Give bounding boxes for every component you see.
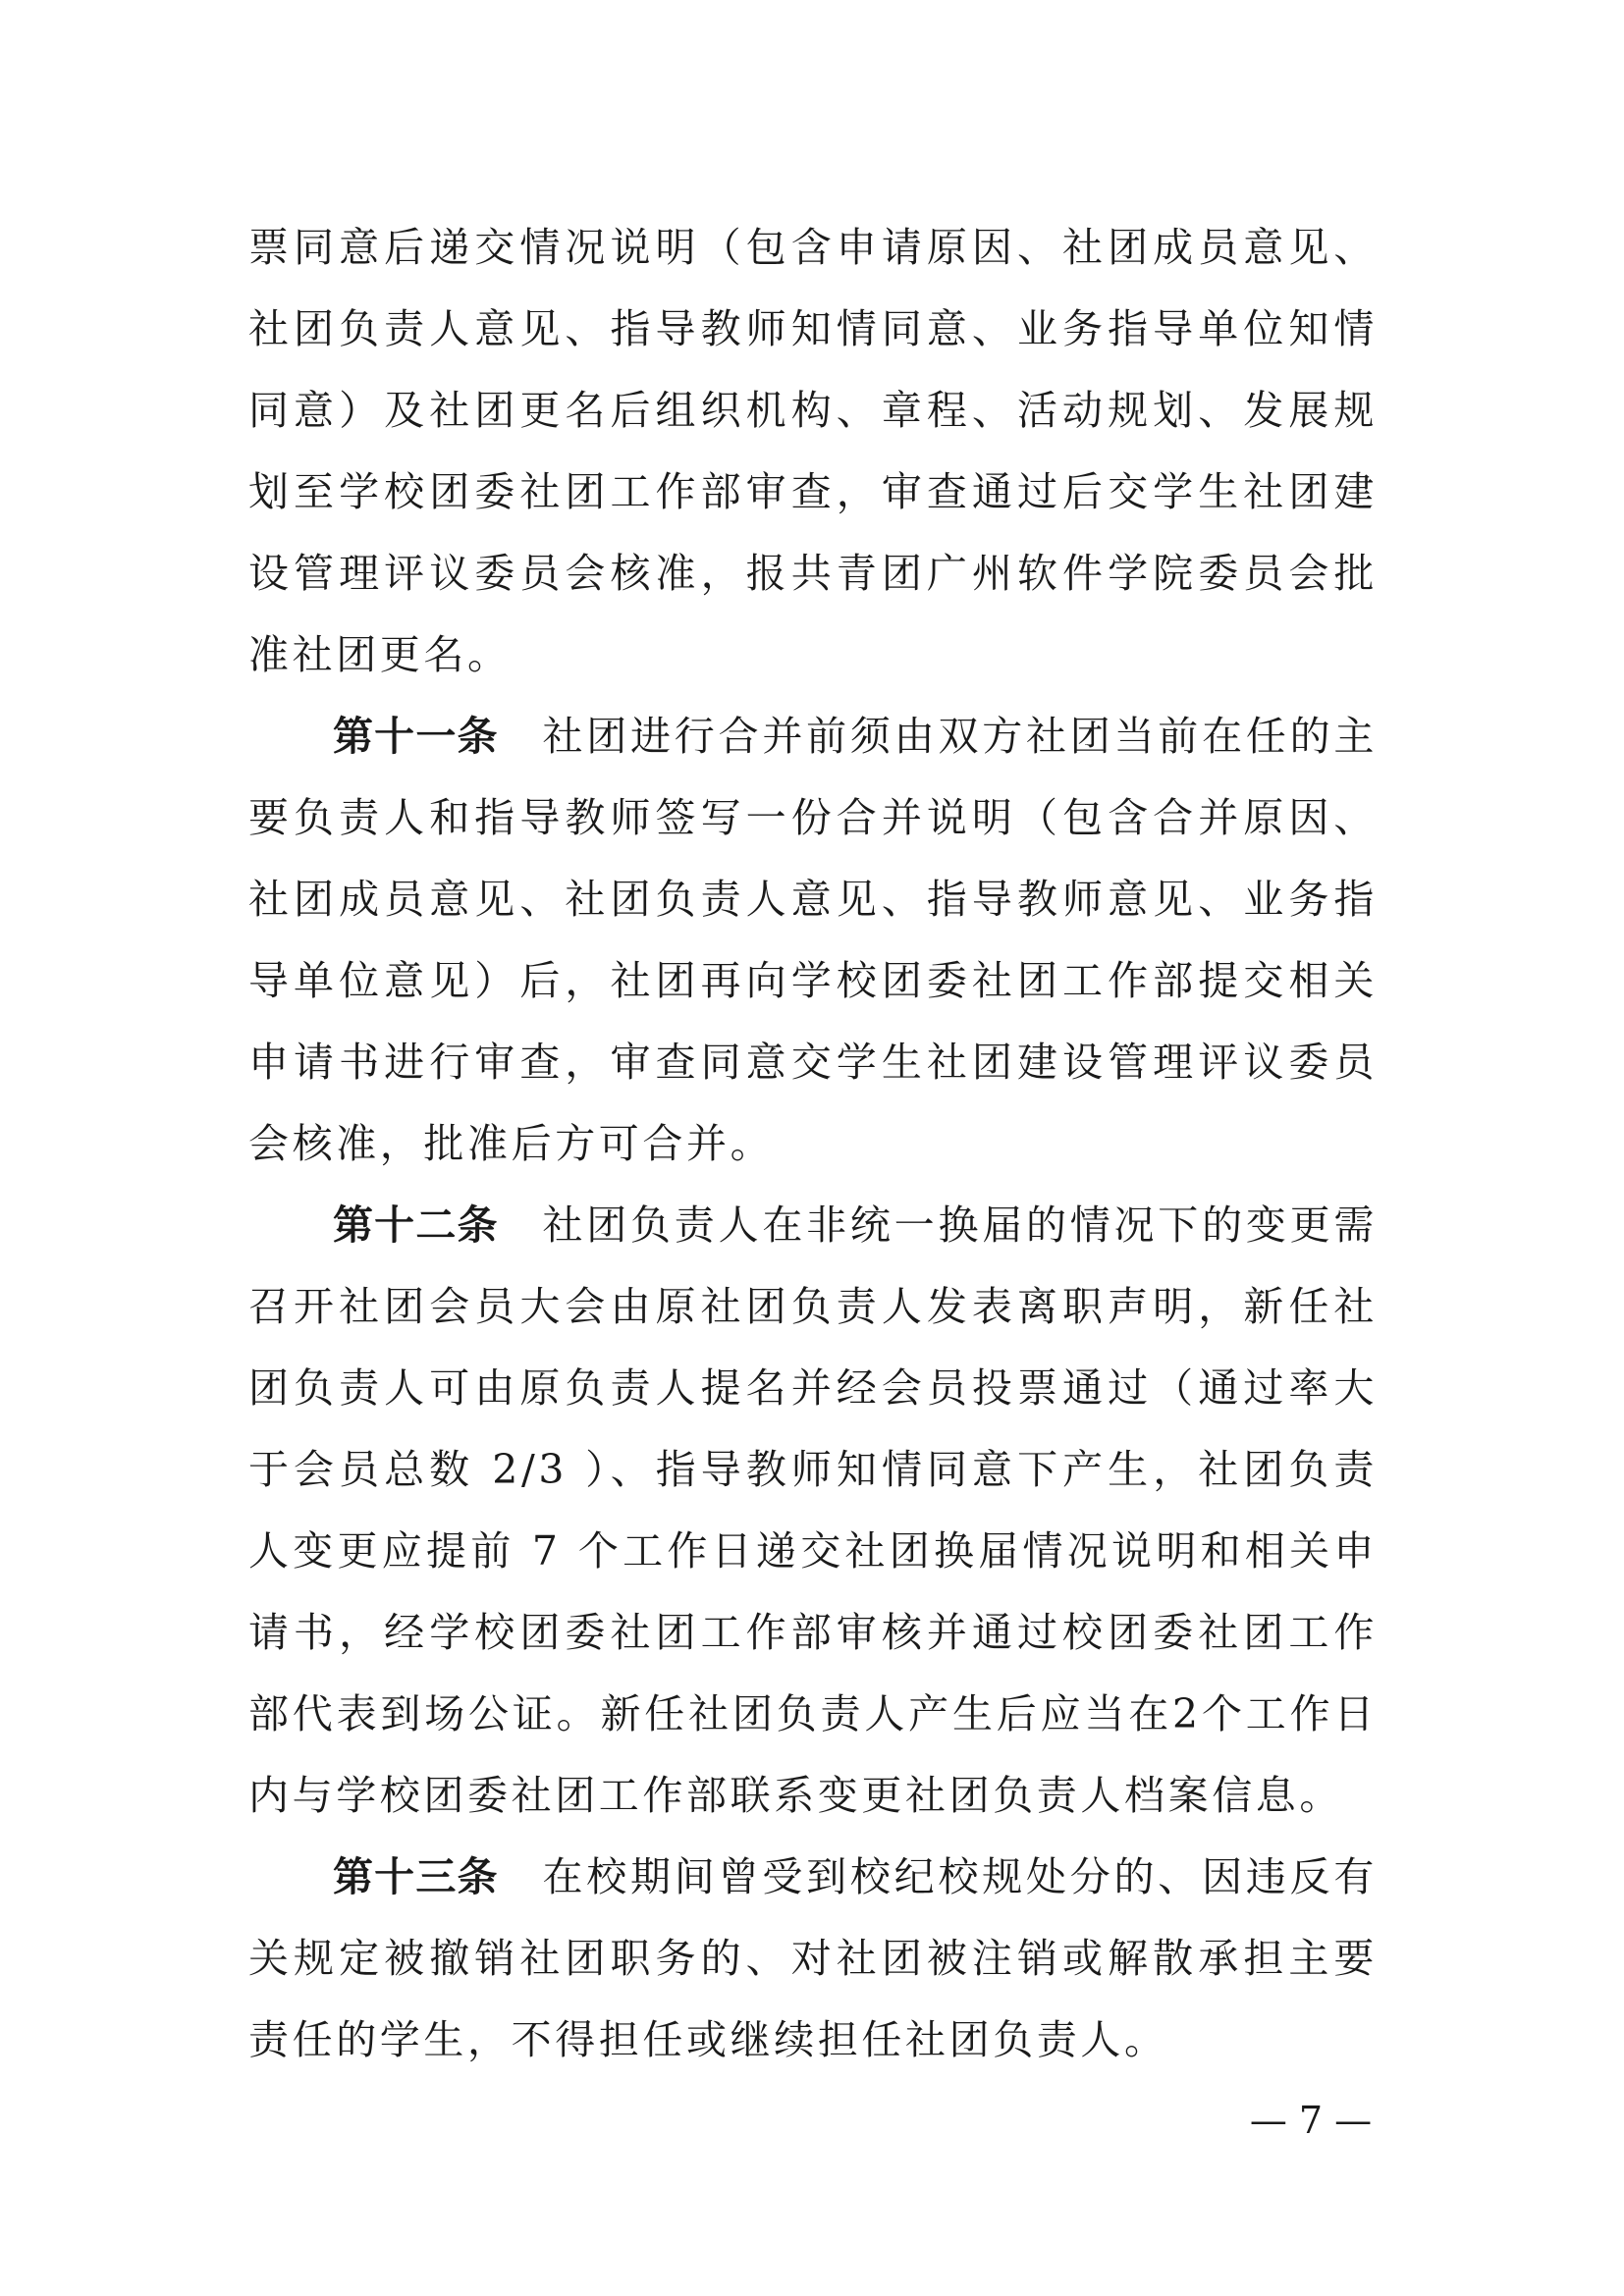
page-number: — 7 — [1249, 2099, 1373, 2142]
body-text-line: 社团成员意见、社团负责人意见、指导教师意见、业务指 [248, 876, 1378, 923]
body-text-line: 于会员总数 2/3 ）、指导教师知情同意下产生，社团负责 [248, 1446, 1378, 1493]
body-text-line: 关规定被撤销社团职务的、对社团被注销或解散承担主要 [248, 1935, 1378, 1982]
body-text-line: 票同意后递交情况说明（包含申请原因、社团成员意见、 [248, 224, 1378, 271]
body-text-line: 团负责人可由原负责人提名并经会员投票通过（通过率大 [248, 1364, 1378, 1412]
article-11-first-line [333, 707, 1378, 766]
article-13-title: 第十三条 [333, 1853, 499, 1900]
body-text-line: 申请书进行审查，审查同意交学生社团建设管理评议委员 [248, 1039, 1378, 1086]
body-text-line: 召开社团会员大会由原社团负责人发表离职声明，新任社 [248, 1283, 1378, 1330]
body-text-line: 内与学校团委社团工作部联系变更社团负责人档案信息。 [248, 1772, 1343, 1819]
body-text-line: 划至学校团委社团工作部审查，审查通过后交学生社团建 [248, 468, 1378, 515]
article-13-first-line [333, 1847, 1378, 1906]
body-text-line: 同意）及社团更名后组织机构、章程、活动规划、发展规 [248, 387, 1378, 434]
article-12-first-text: 社团负责人在非统一换届的情况下的变更需 [542, 1201, 1379, 1249]
article-12-title: 第十二条 [333, 1201, 499, 1249]
article-12-first-line [333, 1196, 1378, 1255]
article-11-title: 第十一条 [333, 713, 499, 760]
body-text-line: 设管理评议委员会核准，报共青团广州软件学院委员会批 [248, 550, 1378, 597]
body-text-line: 社团负责人意见、指导教师知情同意、业务指导单位知情 [248, 305, 1378, 352]
body-text-line: 部代表到场公证。新任社团负责人产生后应当在2个工作日 [248, 1690, 1378, 1737]
body-text-line: 要负责人和指导教师签写一份合并说明（包含合并原因、 [248, 794, 1378, 841]
article-11-first-text: 社团进行合并前须由双方社团当前在任的主 [542, 713, 1379, 760]
body-text-line: 责任的学生，不得担任或继续担任社团负责人。 [248, 2016, 1168, 2063]
body-text-line: 准社团更名。 [248, 631, 512, 678]
body-text-line: 人变更应提前 7 个工作日递交社团换届情况说明和相关申 [248, 1527, 1378, 1575]
article-13-first-text: 在校期间曾受到校纪校规处分的、因违反有 [542, 1853, 1379, 1900]
body-text-line: 导单位意见）后，社团再向学校团委社团工作部提交相关 [248, 957, 1378, 1004]
body-text-line: 请书，经学校团委社团工作部审核并通过校团委社团工作 [248, 1609, 1378, 1656]
body-text-line: 会核准，批准后方可合并。 [248, 1120, 775, 1167]
